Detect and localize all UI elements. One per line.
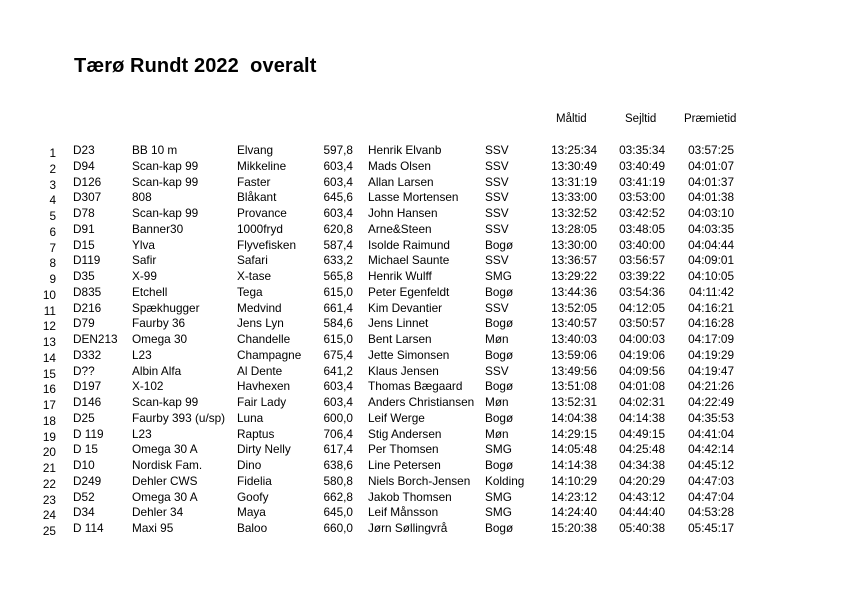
sail-number-cell: D94 — [73, 158, 95, 173]
praemietid-cell: 04:19:47 — [688, 363, 734, 378]
handicap-cell: 645,6 — [323, 190, 353, 205]
maaltid-cell: 14:23:12 — [551, 489, 597, 504]
boat-name-cell: Elvang — [237, 143, 274, 157]
boat-name-cell: Baloo — [237, 521, 268, 535]
boat-name-cell: Medvind — [237, 300, 282, 315]
boat-name-cell: Dirty Nelly — [237, 442, 291, 457]
sail-number-cell: D25 — [73, 410, 95, 425]
boat-name-cell: Safari — [237, 253, 268, 268]
table-row — [0, 458, 841, 474]
place-cell: 8 — [49, 256, 56, 271]
club-cell: SSV — [485, 158, 509, 173]
sejltid-cell: 04:01:08 — [619, 379, 665, 394]
maaltid-cell: 13:52:05 — [551, 300, 597, 315]
maaltid-cell: 13:30:00 — [551, 237, 597, 252]
boat-type-cell: Spækhugger — [132, 300, 200, 315]
sail-number-cell: DEN213 — [73, 332, 118, 346]
maaltid-cell: 13:36:57 — [551, 253, 597, 268]
club-cell: Bogø — [485, 410, 514, 425]
praemietid-cell: 04:41:04 — [688, 426, 734, 441]
skipper-cell: Line Petersen — [368, 458, 441, 472]
table-row — [0, 521, 841, 537]
handicap-cell: 615,0 — [323, 284, 353, 299]
boat-type-cell: BB 10 m — [132, 143, 178, 157]
table-row — [0, 238, 841, 254]
place-cell: 23 — [42, 492, 56, 507]
praemietid-cell: 04:03:10 — [688, 206, 734, 220]
club-cell: Bogø — [485, 379, 514, 394]
header-sejltid: Sejltid — [625, 113, 657, 125]
place-cell: 17 — [42, 398, 56, 412]
boat-type-cell: Scan-kap 99 — [132, 174, 199, 189]
club-cell: SMG — [485, 505, 512, 520]
boat-name-cell: Maya — [237, 505, 266, 520]
boat-name-cell: Tega — [237, 284, 263, 299]
maaltid-cell: 13:52:31 — [551, 395, 597, 409]
place-cell: 18 — [42, 413, 56, 428]
praemietid-cell: 04:22:49 — [688, 395, 734, 409]
maaltid-cell: 14:24:40 — [551, 505, 597, 520]
boat-name-cell: Champagne — [237, 347, 302, 362]
sejltid-cell: 04:34:38 — [619, 458, 665, 472]
club-cell: Bogø — [485, 316, 514, 331]
praemietid-cell: 04:10:05 — [688, 269, 734, 283]
handicap-cell: 617,4 — [323, 442, 353, 457]
skipper-cell: Leif Werge — [368, 410, 425, 425]
praemietid-cell: 04:01:38 — [688, 190, 734, 205]
sail-number-cell: D216 — [73, 300, 102, 315]
sail-number-cell: D126 — [73, 174, 102, 189]
praemietid-cell: 04:47:03 — [688, 473, 734, 488]
boat-type-cell: L23 — [132, 347, 152, 362]
handicap-cell: 603,4 — [323, 206, 353, 220]
maaltid-cell: 14:14:38 — [551, 458, 597, 472]
place-cell: 1 — [49, 146, 56, 160]
handicap-cell: 641,2 — [323, 363, 353, 378]
praemietid-cell: 04:16:28 — [688, 316, 734, 331]
handicap-cell: 603,4 — [323, 158, 353, 173]
table-row — [0, 395, 841, 411]
skipper-cell: Bent Larsen — [368, 332, 432, 346]
praemietid-cell: 04:03:35 — [688, 221, 734, 236]
handicap-cell: 597,8 — [323, 143, 353, 157]
handicap-cell: 706,4 — [323, 426, 353, 441]
place-cell: 25 — [42, 524, 56, 538]
boat-type-cell: Scan-kap 99 — [132, 206, 199, 220]
praemietid-cell: 04:42:14 — [688, 442, 734, 457]
club-cell: SMG — [485, 269, 512, 283]
sejltid-cell: 04:44:40 — [619, 505, 665, 520]
place-cell: 16 — [42, 382, 56, 397]
sail-number-cell: D79 — [73, 316, 95, 331]
praemietid-cell: 04:01:07 — [688, 158, 734, 173]
sejltid-cell: 03:35:34 — [619, 143, 665, 157]
table-row — [0, 175, 841, 191]
handicap-cell: 565,8 — [323, 269, 353, 283]
place-cell: 4 — [49, 193, 56, 208]
boat-name-cell: Goofy — [237, 489, 269, 504]
praemietid-cell: 04:21:26 — [688, 379, 734, 394]
sail-number-cell: D249 — [73, 473, 102, 488]
club-cell: SSV — [485, 190, 509, 205]
maaltid-cell: 14:29:15 — [551, 426, 597, 441]
sail-number-cell: D835 — [73, 284, 102, 299]
page-title: Tærø Rundt 2022 overalt — [74, 55, 317, 77]
sejltid-cell: 04:02:31 — [619, 395, 665, 409]
maaltid-cell: 13:30:49 — [551, 158, 597, 173]
handicap-cell: 580,8 — [323, 473, 353, 488]
boat-type-cell: Scan-kap 99 — [132, 395, 199, 409]
maaltid-cell: 13:40:57 — [551, 316, 597, 331]
maaltid-cell: 13:44:36 — [551, 284, 597, 299]
boat-name-cell: Dino — [237, 458, 262, 472]
table-row — [0, 411, 841, 427]
boat-name-cell: Chandelle — [237, 332, 291, 346]
sejltid-cell: 04:09:56 — [619, 363, 665, 378]
praemietid-cell: 04:45:12 — [688, 458, 734, 472]
place-cell: 15 — [42, 366, 56, 381]
sejltid-cell: 04:00:03 — [619, 332, 665, 346]
club-cell: Bogø — [485, 458, 514, 472]
skipper-cell: Arne&Steen — [368, 221, 432, 236]
boat-name-cell: Blåkant — [237, 190, 277, 205]
sail-number-cell: D35 — [73, 269, 95, 283]
boat-type-cell: Nordisk Fam. — [132, 458, 203, 472]
boat-name-cell: Havhexen — [237, 379, 291, 394]
place-cell: 19 — [42, 429, 56, 444]
table-row — [0, 442, 841, 458]
club-cell: Bogø — [485, 521, 514, 535]
place-cell: 9 — [49, 272, 56, 286]
sejltid-cell: 03:54:36 — [619, 284, 665, 299]
table-row — [0, 348, 841, 364]
handicap-cell: 620,8 — [323, 221, 353, 236]
boat-name-cell: Raptus — [237, 426, 275, 441]
club-cell: SSV — [485, 143, 509, 157]
table-row — [0, 159, 841, 175]
sejltid-cell: 04:25:48 — [619, 442, 665, 457]
sail-number-cell: D10 — [73, 458, 95, 472]
table-row — [0, 190, 841, 206]
place-cell: 6 — [49, 224, 56, 239]
header-praemietid: Præmietid — [684, 113, 737, 125]
table-row — [0, 427, 841, 443]
table-row — [0, 364, 841, 380]
praemietid-cell: 03:57:25 — [688, 143, 734, 157]
maaltid-cell: 13:33:00 — [551, 190, 597, 205]
place-cell: 5 — [49, 209, 56, 223]
boat-type-cell: X-102 — [132, 379, 164, 394]
club-cell: SSV — [485, 221, 509, 236]
club-cell: Møn — [485, 332, 509, 346]
sail-number-cell: D34 — [73, 505, 95, 520]
skipper-cell: Stig Andersen — [368, 426, 442, 441]
club-cell: Møn — [485, 426, 509, 441]
handicap-cell: 603,4 — [323, 395, 353, 409]
sejltid-cell: 04:43:12 — [619, 489, 665, 504]
boat-type-cell: Omega 30 A — [132, 489, 198, 504]
sejltid-cell: 04:14:38 — [619, 410, 665, 425]
club-cell: SMG — [485, 442, 512, 457]
table-row — [0, 253, 841, 269]
place-cell: 10 — [42, 287, 56, 302]
place-cell: 7 — [49, 240, 56, 255]
boat-name-cell: X-tase — [237, 269, 272, 283]
club-cell: Bogø — [485, 237, 514, 252]
boat-name-cell: Fair Lady — [237, 395, 287, 409]
sejltid-cell: 05:40:38 — [619, 521, 665, 535]
praemietid-cell: 04:53:28 — [688, 505, 734, 520]
skipper-cell: John Hansen — [368, 206, 438, 220]
handicap-cell: 600,0 — [323, 410, 353, 425]
skipper-cell: Michael Saunte — [368, 253, 450, 268]
place-cell: 20 — [42, 445, 56, 460]
boat-name-cell: Fidelia — [237, 473, 272, 488]
sail-number-cell: D23 — [73, 143, 95, 157]
sail-number-cell: D78 — [73, 206, 95, 220]
skipper-cell: Jakob Thomsen — [368, 489, 452, 504]
praemietid-cell: 05:45:17 — [688, 521, 734, 535]
praemietid-cell: 04:04:44 — [688, 237, 734, 252]
handicap-cell: 603,4 — [323, 174, 353, 189]
sail-number-cell: D15 — [73, 237, 95, 252]
club-cell: SSV — [485, 253, 509, 268]
table-row — [0, 222, 841, 238]
boat-type-cell: Faurby 393 (u/sp) — [132, 410, 226, 425]
sail-number-cell: D52 — [73, 489, 95, 504]
place-cell: 11 — [43, 303, 56, 318]
boat-type-cell: Faurby 36 — [132, 316, 186, 331]
sejltid-cell: 03:41:19 — [619, 174, 665, 189]
sejltid-cell: 04:49:15 — [619, 426, 665, 441]
maaltid-cell: 13:40:03 — [551, 332, 597, 346]
boat-name-cell: Mikkeline — [237, 158, 287, 173]
place-cell: 13 — [42, 335, 56, 349]
praemietid-cell: 04:11:42 — [688, 284, 734, 299]
sail-number-cell: D 119 — [73, 426, 104, 441]
handicap-cell: 675,4 — [323, 347, 353, 362]
skipper-cell: Niels Borch-Jensen — [368, 473, 471, 488]
handicap-cell: 645,0 — [323, 505, 353, 520]
boat-type-cell: Maxi 95 — [132, 521, 174, 535]
sail-number-cell: D 15 — [73, 442, 98, 457]
skipper-cell: Per Thomsen — [368, 442, 439, 457]
maaltid-cell: 13:29:22 — [551, 269, 597, 283]
table-row — [0, 269, 841, 285]
place-cell: 22 — [42, 476, 56, 491]
handicap-cell: 660,0 — [323, 521, 353, 535]
club-cell: SSV — [485, 206, 509, 220]
table-row — [0, 301, 841, 317]
sail-number-cell: D91 — [73, 221, 95, 236]
skipper-cell: Henrik Wulff — [368, 269, 432, 283]
sejltid-cell: 03:50:57 — [619, 316, 665, 331]
sejltid-cell: 03:39:22 — [619, 269, 665, 283]
boat-name-cell: Al Dente — [237, 363, 283, 378]
header-maaltid: Måltid — [556, 113, 587, 125]
boat-type-cell: 808 — [132, 190, 152, 205]
skipper-cell: Henrik Elvanb — [368, 143, 442, 157]
skipper-cell: Kim Devantier — [368, 300, 443, 315]
boat-type-cell: Dehler 34 — [132, 505, 184, 520]
club-cell: SSV — [485, 300, 509, 315]
maaltid-cell: 13:28:05 — [551, 221, 597, 236]
praemietid-cell: 04:35:53 — [688, 410, 734, 425]
sejltid-cell: 04:12:05 — [619, 300, 665, 315]
boat-type-cell: Safir — [132, 253, 157, 268]
table-row — [0, 206, 841, 222]
boat-type-cell: Banner30 — [132, 221, 184, 236]
sail-number-cell: D307 — [73, 190, 102, 205]
praemietid-cell: 04:09:01 — [688, 253, 734, 268]
maaltid-cell: 13:49:56 — [551, 363, 597, 378]
skipper-cell: Jørn Søllingvrå — [368, 521, 448, 535]
sejltid-cell: 03:40:00 — [619, 237, 665, 252]
sejltid-cell: 03:48:05 — [619, 221, 665, 236]
maaltid-cell: 14:05:48 — [551, 442, 597, 457]
praemietid-cell: 04:17:09 — [688, 332, 734, 346]
handicap-cell: 633,2 — [323, 253, 353, 268]
sejltid-cell: 03:53:00 — [619, 190, 665, 205]
club-cell: Kolding — [485, 473, 525, 488]
handicap-cell: 584,6 — [323, 316, 353, 331]
boat-name-cell: Jens Lyn — [237, 316, 284, 331]
boat-type-cell: Albin Alfa — [132, 363, 182, 378]
boat-type-cell: Ylva — [132, 237, 155, 252]
club-cell: Bogø — [485, 347, 514, 362]
sail-number-cell: D?? — [73, 363, 95, 378]
place-cell: 24 — [42, 508, 56, 523]
boat-type-cell: Omega 30 A — [132, 442, 198, 457]
skipper-cell: Jette Simonsen — [368, 347, 450, 362]
maaltid-cell: 14:10:29 — [551, 473, 597, 488]
sejltid-cell: 04:19:06 — [619, 347, 665, 362]
boat-name-cell: Faster — [237, 174, 271, 189]
boat-name-cell: Provance — [237, 206, 287, 220]
club-cell: Møn — [485, 395, 509, 409]
sail-number-cell: D119 — [73, 253, 101, 268]
praemietid-cell: 04:01:37 — [688, 174, 734, 189]
table-row — [0, 332, 841, 348]
sejltid-cell: 04:20:29 — [619, 473, 665, 488]
club-cell: Bogø — [485, 284, 514, 299]
praemietid-cell: 04:16:21 — [688, 300, 734, 315]
boat-name-cell: 1000fryd — [237, 221, 283, 236]
table-row — [0, 474, 841, 490]
sail-number-cell: D332 — [73, 347, 102, 362]
place-cell: 2 — [49, 161, 56, 176]
boat-type-cell: Omega 30 — [132, 332, 188, 346]
handicap-cell: 615,0 — [323, 332, 353, 346]
skipper-cell: Lasse Mortensen — [368, 190, 459, 205]
sejltid-cell: 03:40:49 — [619, 158, 665, 173]
skipper-cell: Thomas Bægaard — [368, 379, 463, 394]
praemietid-cell: 04:19:29 — [688, 347, 734, 362]
skipper-cell: Mads Olsen — [368, 158, 431, 173]
boat-type-cell: Dehler CWS — [132, 473, 198, 488]
boat-type-cell: Scan-kap 99 — [132, 158, 199, 173]
handicap-cell: 638,6 — [323, 458, 353, 472]
place-cell: 12 — [42, 319, 56, 334]
skipper-cell: Jens Linnet — [368, 316, 429, 331]
boat-type-cell: X-99 — [132, 269, 157, 283]
maaltid-cell: 13:32:52 — [551, 206, 597, 220]
maaltid-cell: 13:25:34 — [551, 143, 597, 157]
table-row — [0, 316, 841, 332]
table-row — [0, 285, 841, 301]
maaltid-cell: 14:04:38 — [551, 410, 597, 425]
skipper-cell: Leif Månsson — [368, 505, 439, 520]
sail-number-cell: D197 — [73, 379, 102, 394]
boat-name-cell: Luna — [237, 410, 264, 425]
maaltid-cell: 13:51:08 — [551, 379, 597, 394]
skipper-cell: Allan Larsen — [368, 174, 434, 189]
boat-name-cell: Flyvefisken — [237, 237, 297, 252]
maaltid-cell: 13:59:06 — [551, 347, 597, 362]
club-cell: SSV — [485, 363, 509, 378]
boat-type-cell: Etchell — [132, 284, 168, 299]
maaltid-cell: 13:31:19 — [551, 174, 597, 189]
sail-number-cell: D 114 — [73, 521, 104, 535]
table-row — [0, 490, 841, 506]
club-cell: SSV — [485, 174, 509, 189]
sejltid-cell: 03:42:52 — [619, 206, 665, 220]
handicap-cell: 662,8 — [323, 489, 353, 504]
club-cell: SMG — [485, 489, 512, 504]
maaltid-cell: 15:20:38 — [551, 521, 597, 535]
results-table — [0, 143, 841, 537]
table-row — [0, 143, 841, 159]
handicap-cell: 603,4 — [323, 379, 353, 394]
boat-type-cell: L23 — [132, 426, 152, 441]
skipper-cell: Klaus Jensen — [368, 363, 439, 378]
praemietid-cell: 04:47:04 — [688, 489, 734, 504]
sejltid-cell: 03:56:57 — [619, 253, 665, 268]
table-row — [0, 379, 841, 395]
skipper-cell: Isolde Raimund — [368, 237, 450, 252]
place-cell: 21 — [42, 461, 56, 475]
place-cell: 14 — [42, 350, 56, 365]
skipper-cell: Peter Egenfeldt — [368, 284, 450, 299]
handicap-cell: 587,4 — [323, 237, 353, 252]
table-row — [0, 505, 841, 521]
skipper-cell: Anders Christiansen — [368, 395, 475, 409]
place-cell: 3 — [49, 177, 56, 192]
sail-number-cell: D146 — [73, 395, 102, 409]
handicap-cell: 661,4 — [323, 300, 353, 315]
